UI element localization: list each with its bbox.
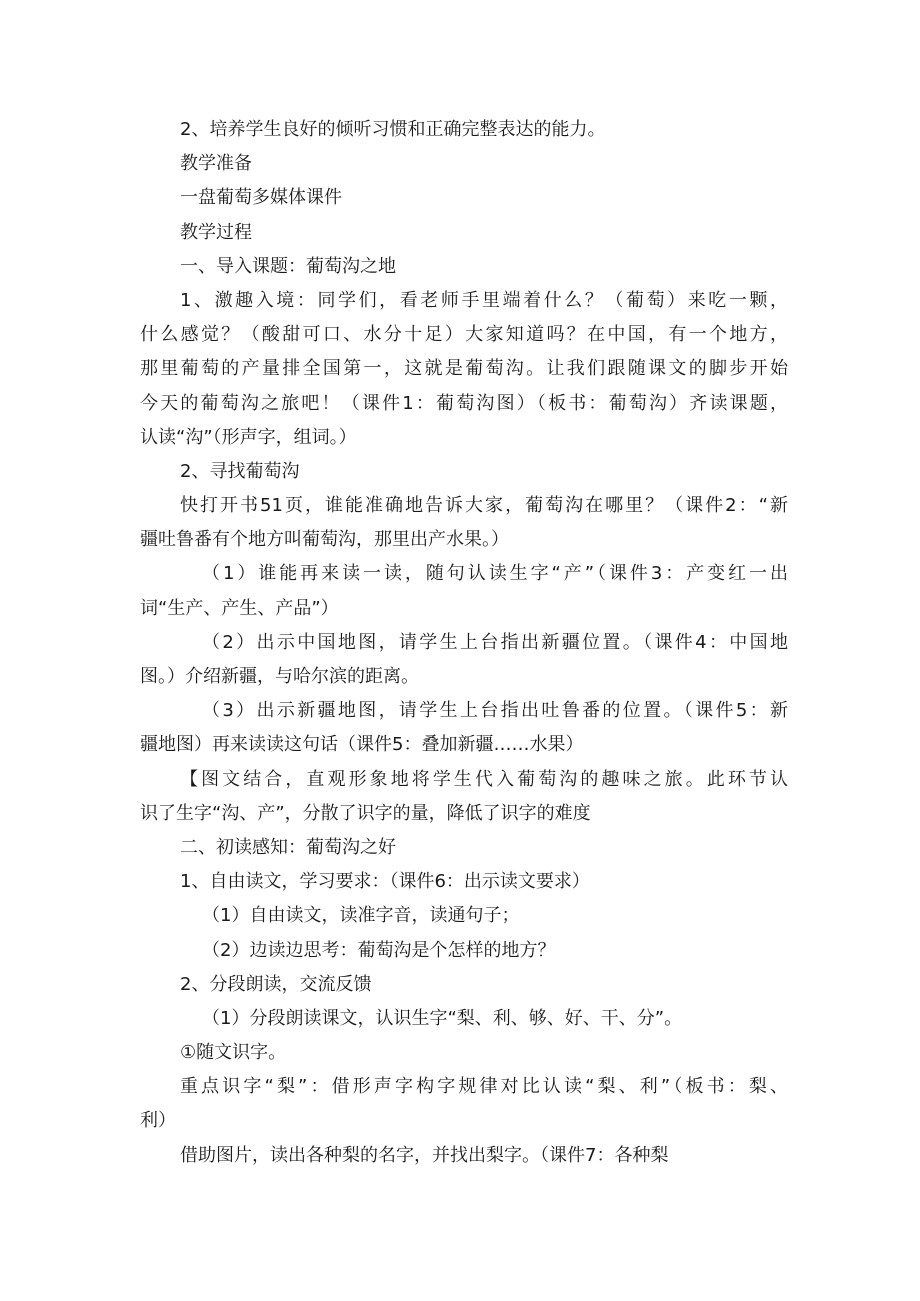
text-line: 疆地图）再来读读这句话（课件5：叠加新疆……水果） — [140, 734, 584, 756]
section-heading: 教学准备 — [180, 153, 252, 175]
text-line: 一盘葡萄多媒体课件 — [180, 187, 342, 209]
text-line: 重点识字“梨”：借形声字构字规律对比认读“梨、利”（板书：梨、 — [180, 1076, 788, 1098]
text-line: 什么感觉？（酸甜可口、水分十足）大家知道吗？在中国，有一个地方， — [140, 324, 788, 346]
text-line: （2）出示中国地图，请学生上台指出新疆位置。（课件4：中国地 — [202, 631, 788, 653]
text-line: 认读“沟”（形声字，组词。） — [140, 426, 357, 448]
text-line: 1、自由读文，学习要求：（课件6：出示读文要求） — [180, 871, 590, 893]
text-line: （1）分段朗读课文，认识生字“梨、利、够、好、干、分”。 — [202, 1007, 683, 1029]
text-line: 快打开书51页，谁能准确地告诉大家，葡萄沟在哪里？（课件2：“新 — [180, 495, 788, 517]
document-body — [140, 113, 788, 1173]
subsection-heading: 2、寻找葡萄沟 — [180, 460, 300, 482]
text-line: 图。）介绍新疆，与哈尔滨的距离。 — [140, 666, 419, 687]
subsection-heading: 2、分段朗读，交流反馈 — [180, 973, 372, 995]
section-heading: 一、导入课题：葡萄沟之地 — [180, 255, 396, 277]
section-heading: 二、初读感知：葡萄沟之好 — [180, 836, 396, 858]
text-line: 识了生字“沟、产”，分散了识字的量，降低了识字的难度 — [140, 802, 591, 824]
text-line: 利） — [140, 1110, 176, 1132]
text-line: （3）出示新疆地图，请学生上台指出吐鲁番的位置。（课件5：新 — [202, 700, 788, 722]
text-line: （1）自由读文，读准字音，读通句子； — [202, 905, 520, 927]
text-line: 那里葡萄的产量排全国第一，这就是葡萄沟。让我们跟随课文的脚步开始 — [140, 358, 788, 380]
text-line: ①随文识字。 — [180, 1042, 287, 1064]
text-line: 今天的葡萄沟之旅吧！（课件1：葡萄沟图）（板书：葡萄沟）齐读课题， — [140, 392, 788, 414]
section-heading: 教学过程 — [180, 221, 252, 243]
text-line: 1、激趣入境：同学们，看老师手里端着什么？（葡萄）来吃一颗， — [180, 289, 788, 311]
text-line: 借助图片，读出各种梨的名字，并找出梨字。（课件7：各种梨 — [180, 1144, 669, 1166]
text-line: 疆吐鲁番有个地方叫葡萄沟，那里出产水果。） — [140, 529, 509, 551]
text-line: 2、培养学生良好的倾听习惯和正确完整表达的能力。 — [180, 119, 606, 140]
text-line: （1）谁能再来读一读，随句认读生字“产”（课件3：产变红一出 — [202, 563, 788, 585]
text-line: 【图文结合，直观形象地将学生代入葡萄沟的趣味之旅。此环节认 — [180, 768, 788, 790]
text-line: （2）边读边思考：葡萄沟是个怎样的地方？ — [202, 939, 556, 961]
text-line: 词“生产、产生、产品”） — [140, 597, 339, 619]
